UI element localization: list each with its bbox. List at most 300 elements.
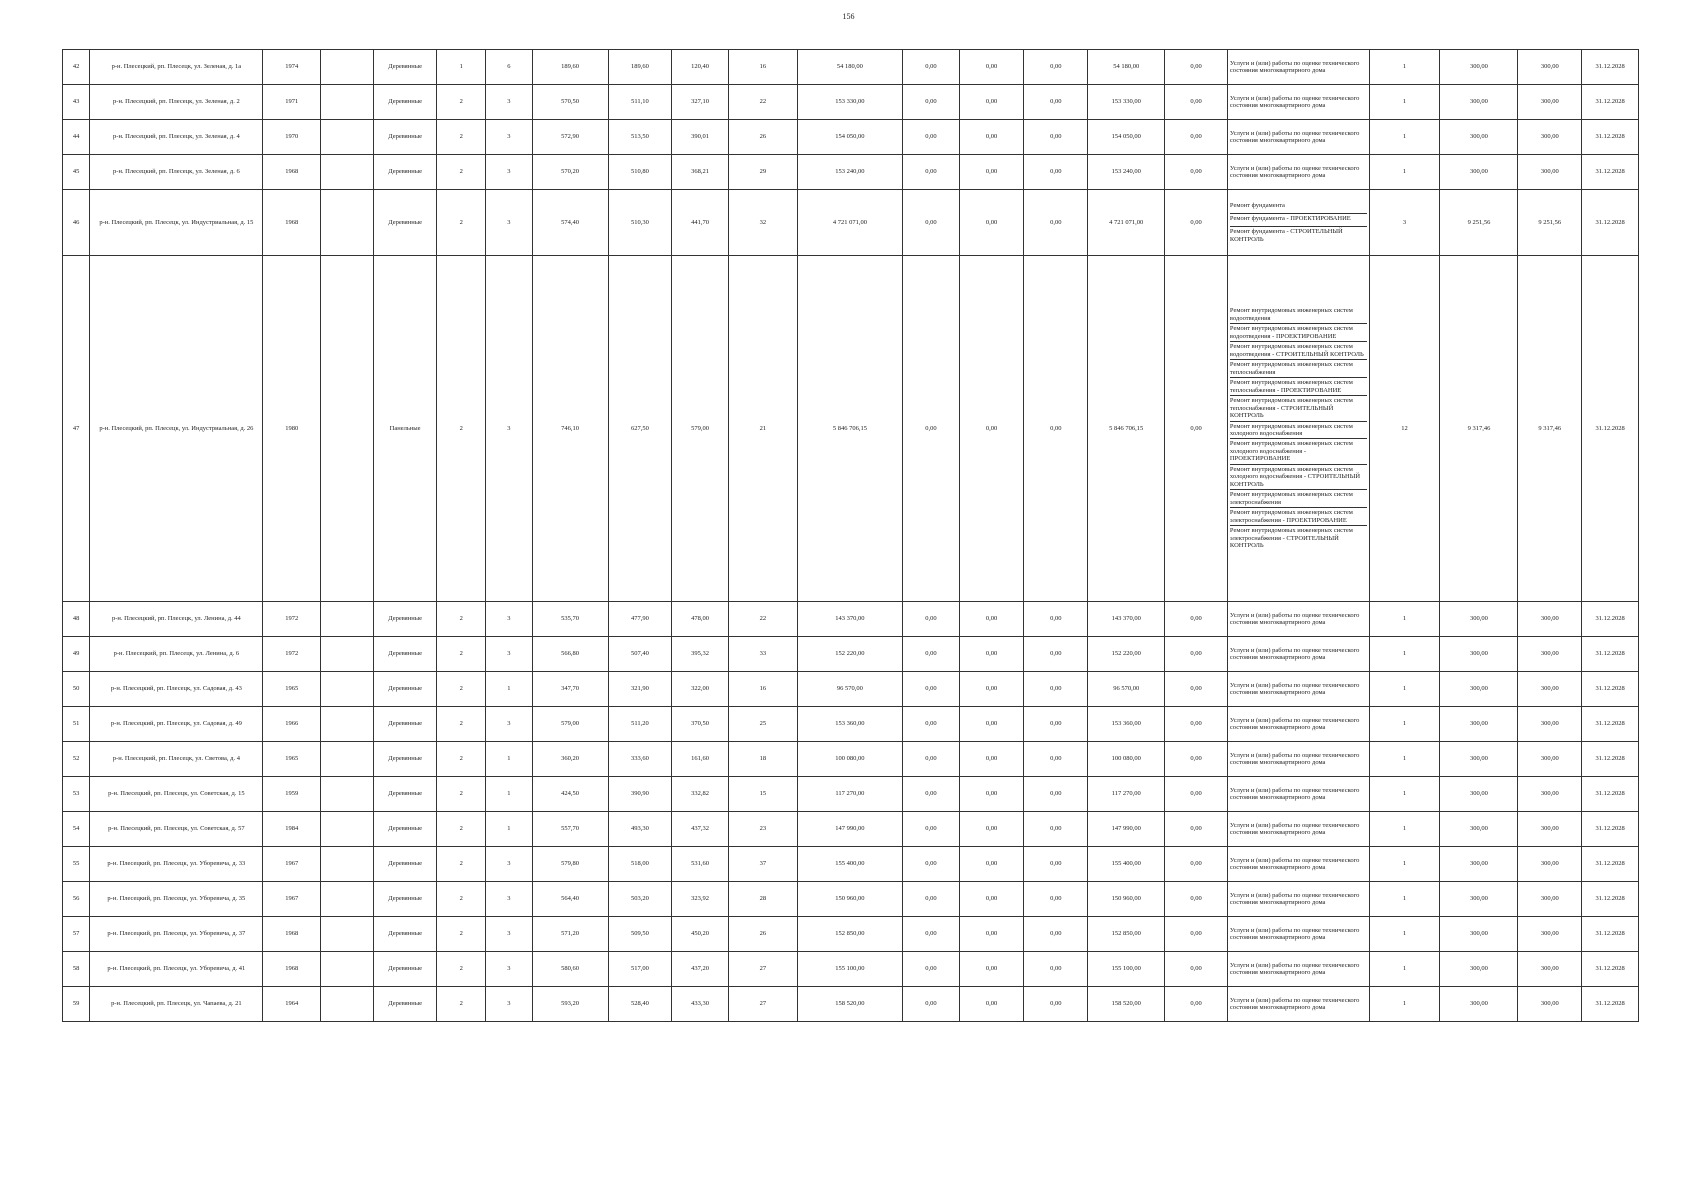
wall-material-cell: Деревянные bbox=[373, 120, 437, 155]
entrances-cell: 1 bbox=[486, 672, 533, 707]
wall-material-cell: Деревянные bbox=[373, 50, 437, 85]
owners-funds-cell: 158 520,00 bbox=[1088, 987, 1165, 1022]
entrances-cell: 3 bbox=[486, 190, 533, 256]
deadline-cell: 31.12.2028 bbox=[1582, 602, 1639, 637]
empty-cell bbox=[321, 85, 374, 120]
total-area-cell: 580,60 bbox=[532, 952, 608, 987]
funding-cell: 0,00 bbox=[959, 190, 1024, 256]
wall-material-cell: Деревянные bbox=[373, 812, 437, 847]
area-cell: 478,00 bbox=[672, 602, 729, 637]
total-area-cell: 574,40 bbox=[532, 190, 608, 256]
entrances-cell: 3 bbox=[486, 256, 533, 602]
funding-cell: 0,00 bbox=[1165, 707, 1228, 742]
funding-cell: 0,00 bbox=[959, 120, 1024, 155]
entrances-cell: 3 bbox=[486, 120, 533, 155]
wall-material-cell: Деревянные bbox=[373, 637, 437, 672]
row-number: 42 bbox=[63, 50, 90, 85]
total-cost-cell: 5 846 706,15 bbox=[797, 256, 902, 602]
entrances-cell: 6 bbox=[486, 50, 533, 85]
total-cost-cell: 155 100,00 bbox=[797, 952, 902, 987]
work-count-cell: 1 bbox=[1369, 672, 1440, 707]
deadline-cell: 31.12.2028 bbox=[1582, 952, 1639, 987]
funding-cell: 0,00 bbox=[903, 256, 960, 602]
funding-cell: 0,00 bbox=[903, 190, 960, 256]
funding-cell: 0,00 bbox=[1165, 85, 1228, 120]
residential-area-cell: 189,60 bbox=[608, 50, 672, 85]
area-cell: 327,10 bbox=[672, 85, 729, 120]
work-item: Услуги и (или) работы по оценке технического состояния многоквартирного дома bbox=[1229, 786, 1360, 801]
total-area-cell: 593,20 bbox=[532, 987, 608, 1022]
wall-material-cell: Деревянные bbox=[373, 707, 437, 742]
row-number: 49 bbox=[63, 637, 90, 672]
empty-cell bbox=[321, 672, 374, 707]
work-types-cell bbox=[1227, 120, 1369, 155]
residents-cell: 28 bbox=[728, 882, 797, 917]
year-cell: 1984 bbox=[263, 812, 321, 847]
total-area-cell: 566,80 bbox=[532, 637, 608, 672]
work-item: Услуги и (или) работы по оценке технического состояния многоквартирного дома bbox=[1229, 129, 1360, 144]
residents-cell: 26 bbox=[728, 120, 797, 155]
max-unit-cost-cell: 300,00 bbox=[1518, 50, 1582, 85]
funding-cell: 0,00 bbox=[1165, 882, 1228, 917]
work-types-cell bbox=[1227, 672, 1369, 707]
total-cost-cell: 4 721 071,00 bbox=[797, 190, 902, 256]
deadline-cell: 31.12.2028 bbox=[1582, 987, 1639, 1022]
residents-cell: 27 bbox=[728, 987, 797, 1022]
funding-cell: 0,00 bbox=[1165, 742, 1228, 777]
owners-funds-cell: 150 960,00 bbox=[1088, 882, 1165, 917]
table-row bbox=[63, 812, 1639, 847]
empty-cell bbox=[321, 847, 374, 882]
max-unit-cost-cell: 300,00 bbox=[1518, 742, 1582, 777]
wall-material-cell: Деревянные bbox=[373, 742, 437, 777]
owners-funds-cell: 152 850,00 bbox=[1088, 917, 1165, 952]
empty-cell bbox=[321, 742, 374, 777]
work-item: Услуги и (или) работы по оценке технического состояния многоквартирного дома bbox=[1229, 751, 1360, 766]
work-types-cell bbox=[1227, 707, 1369, 742]
funding-cell: 0,00 bbox=[903, 120, 960, 155]
deadline-cell: 31.12.2028 bbox=[1582, 85, 1639, 120]
funding-cell: 0,00 bbox=[1165, 917, 1228, 952]
funding-cell: 0,00 bbox=[1024, 917, 1088, 952]
area-cell: 323,92 bbox=[672, 882, 729, 917]
deadline-cell: 31.12.2028 bbox=[1582, 50, 1639, 85]
address-cell: р-н. Плесецкий, рп. Плесецк, ул. Садовая, д. 43 bbox=[90, 672, 263, 707]
floors-cell: 2 bbox=[437, 120, 486, 155]
work-types-cell bbox=[1227, 602, 1369, 637]
wall-material-cell: Деревянные bbox=[373, 672, 437, 707]
unit-cost-cell: 300,00 bbox=[1440, 987, 1518, 1022]
total-area-cell: 347,70 bbox=[532, 672, 608, 707]
row-number: 58 bbox=[63, 952, 90, 987]
repair-program-table bbox=[62, 49, 1639, 1022]
work-item: Услуги и (или) работы по оценке технического состояния многоквартирного дома bbox=[1229, 59, 1360, 74]
max-unit-cost-cell: 300,00 bbox=[1518, 637, 1582, 672]
funding-cell: 0,00 bbox=[1165, 672, 1228, 707]
funding-cell: 0,00 bbox=[959, 777, 1024, 812]
entrances-cell: 3 bbox=[486, 917, 533, 952]
empty-cell bbox=[321, 155, 374, 190]
empty-cell bbox=[321, 707, 374, 742]
wall-material-cell: Деревянные bbox=[373, 847, 437, 882]
row-number: 57 bbox=[63, 917, 90, 952]
max-unit-cost-cell: 300,00 bbox=[1518, 917, 1582, 952]
residential-area-cell: 509,50 bbox=[608, 917, 672, 952]
row-number: 48 bbox=[63, 602, 90, 637]
owners-funds-cell: 147 990,00 bbox=[1088, 812, 1165, 847]
wall-material-cell: Деревянные bbox=[373, 987, 437, 1022]
year-cell: 1968 bbox=[263, 190, 321, 256]
unit-cost-cell: 300,00 bbox=[1440, 672, 1518, 707]
total-cost-cell: 150 960,00 bbox=[797, 882, 902, 917]
work-item: Ремонт внутридомовых инженерных систем теплоснабжения - СТРОИТЕЛЬНЫЙ КОНТРОЛЬ bbox=[1230, 395, 1367, 420]
funding-cell: 0,00 bbox=[1165, 50, 1228, 85]
area-cell: 441,70 bbox=[672, 190, 729, 256]
wall-material-cell: Панельные bbox=[373, 256, 437, 602]
area-cell: 161,60 bbox=[672, 742, 729, 777]
funding-cell: 0,00 bbox=[1165, 155, 1228, 190]
address-cell: р-н. Плесецкий, рп. Плесецк, ул. Уборевича, д. 37 bbox=[90, 917, 263, 952]
total-cost-cell: 153 240,00 bbox=[797, 155, 902, 190]
year-cell: 1968 bbox=[263, 917, 321, 952]
funding-cell: 0,00 bbox=[959, 987, 1024, 1022]
work-count-cell: 1 bbox=[1369, 742, 1440, 777]
work-item: Ремонт внутридомовых инженерных систем водоотведения - СТРОИТЕЛЬНЫЙ КОНТРОЛЬ bbox=[1230, 341, 1367, 359]
deadline-cell: 31.12.2028 bbox=[1582, 155, 1639, 190]
entrances-cell: 1 bbox=[486, 742, 533, 777]
work-item: Ремонт внутридомовых инженерных систем теплоснабжения bbox=[1230, 359, 1367, 377]
owners-funds-cell: 100 080,00 bbox=[1088, 742, 1165, 777]
unit-cost-cell: 300,00 bbox=[1440, 742, 1518, 777]
owners-funds-cell: 96 570,00 bbox=[1088, 672, 1165, 707]
year-cell: 1968 bbox=[263, 155, 321, 190]
work-item: Ремонт внутридомовых инженерных систем водоотведения - ПРОЕКТИРОВАНИЕ bbox=[1230, 323, 1367, 341]
area-cell: 450,20 bbox=[672, 917, 729, 952]
funding-cell: 0,00 bbox=[1024, 952, 1088, 987]
table-row bbox=[63, 50, 1639, 85]
empty-cell bbox=[321, 256, 374, 602]
address-cell: р-н. Плесецкий, рп. Плесецк, ул. Уборевича, д. 33 bbox=[90, 847, 263, 882]
total-cost-cell: 152 850,00 bbox=[797, 917, 902, 952]
funding-cell: 0,00 bbox=[1165, 120, 1228, 155]
area-cell: 437,32 bbox=[672, 812, 729, 847]
work-item: Ремонт внутридомовых инженерных систем электроснабжения - ПРОЕКТИРОВАНИЕ bbox=[1230, 507, 1367, 525]
address-cell: р-н. Плесецкий, рп. Плесецк, ул. Индустриальная, д. 26 bbox=[90, 256, 263, 602]
residential-area-cell: 511,20 bbox=[608, 707, 672, 742]
residential-area-cell: 511,10 bbox=[608, 85, 672, 120]
empty-cell bbox=[321, 987, 374, 1022]
funding-cell: 0,00 bbox=[1024, 190, 1088, 256]
funding-cell: 0,00 bbox=[1024, 85, 1088, 120]
total-area-cell: 579,80 bbox=[532, 847, 608, 882]
work-count-cell: 1 bbox=[1369, 637, 1440, 672]
table-row bbox=[63, 707, 1639, 742]
residents-cell: 16 bbox=[728, 672, 797, 707]
entrances-cell: 3 bbox=[486, 882, 533, 917]
year-cell: 1965 bbox=[263, 742, 321, 777]
address-cell: р-н. Плесецкий, рп. Плесецк, ул. Ленина, д. 6 bbox=[90, 637, 263, 672]
max-unit-cost-cell: 300,00 bbox=[1518, 882, 1582, 917]
work-item: Услуги и (или) работы по оценке технического состояния многоквартирного дома bbox=[1229, 821, 1360, 836]
residential-area-cell: 518,00 bbox=[608, 847, 672, 882]
wall-material-cell: Деревянные bbox=[373, 155, 437, 190]
funding-cell: 0,00 bbox=[1024, 707, 1088, 742]
year-cell: 1964 bbox=[263, 987, 321, 1022]
row-number: 43 bbox=[63, 85, 90, 120]
floors-cell: 2 bbox=[437, 602, 486, 637]
address-cell: р-н. Плесецкий, рп. Плесецк, ул. Зеленая, д. 2 bbox=[90, 85, 263, 120]
table-row bbox=[63, 672, 1639, 707]
work-types-cell bbox=[1227, 155, 1369, 190]
funding-cell: 0,00 bbox=[1165, 812, 1228, 847]
total-cost-cell: 153 330,00 bbox=[797, 85, 902, 120]
total-cost-cell: 158 520,00 bbox=[797, 987, 902, 1022]
total-area-cell: 570,20 bbox=[532, 155, 608, 190]
entrances-cell: 1 bbox=[486, 812, 533, 847]
table-row bbox=[63, 85, 1639, 120]
funding-cell: 0,00 bbox=[1165, 987, 1228, 1022]
unit-cost-cell: 300,00 bbox=[1440, 155, 1518, 190]
work-item: Ремонт фундамента - СТРОИТЕЛЬНЫЙ КОНТРОЛЬ bbox=[1230, 226, 1367, 244]
floors-cell: 1 bbox=[437, 50, 486, 85]
row-number: 53 bbox=[63, 777, 90, 812]
empty-cell bbox=[321, 812, 374, 847]
funding-cell: 0,00 bbox=[903, 50, 960, 85]
owners-funds-cell: 152 220,00 bbox=[1088, 637, 1165, 672]
work-types-cell bbox=[1227, 952, 1369, 987]
deadline-cell: 31.12.2028 bbox=[1582, 847, 1639, 882]
year-cell: 1980 bbox=[263, 256, 321, 602]
residential-area-cell: 333,60 bbox=[608, 742, 672, 777]
owners-funds-cell: 54 180,00 bbox=[1088, 50, 1165, 85]
wall-material-cell: Деревянные bbox=[373, 602, 437, 637]
address-cell: р-н. Плесецкий, рп. Плесецк, ул. Зеленая, д. 6 bbox=[90, 155, 263, 190]
work-item: Ремонт фундамента - ПРОЕКТИРОВАНИЕ bbox=[1230, 213, 1367, 226]
wall-material-cell: Деревянные bbox=[373, 952, 437, 987]
max-unit-cost-cell: 300,00 bbox=[1518, 847, 1582, 882]
entrances-cell: 3 bbox=[486, 602, 533, 637]
year-cell: 1967 bbox=[263, 882, 321, 917]
funding-cell: 0,00 bbox=[959, 256, 1024, 602]
entrances-cell: 3 bbox=[486, 637, 533, 672]
funding-cell: 0,00 bbox=[1024, 987, 1088, 1022]
funding-cell: 0,00 bbox=[1024, 50, 1088, 85]
total-cost-cell: 54 180,00 bbox=[797, 50, 902, 85]
unit-cost-cell: 300,00 bbox=[1440, 812, 1518, 847]
year-cell: 1971 bbox=[263, 85, 321, 120]
funding-cell: 0,00 bbox=[1024, 777, 1088, 812]
row-number: 55 bbox=[63, 847, 90, 882]
work-count-cell: 1 bbox=[1369, 882, 1440, 917]
work-item: Услуги и (или) работы по оценке технического состояния многоквартирного дома bbox=[1229, 891, 1360, 906]
address-cell: р-н. Плесецкий, рп. Плесецк, ул. Индустриальная, д. 15 bbox=[90, 190, 263, 256]
wall-material-cell: Деревянные bbox=[373, 882, 437, 917]
address-cell: р-н. Плесецкий, рп. Плесецк, ул. Советская, д. 15 bbox=[90, 777, 263, 812]
work-item: Услуги и (или) работы по оценке технического состояния многоквартирного дома bbox=[1229, 611, 1360, 626]
owners-funds-cell: 153 330,00 bbox=[1088, 85, 1165, 120]
year-cell: 1967 bbox=[263, 847, 321, 882]
funding-cell: 0,00 bbox=[903, 637, 960, 672]
unit-cost-cell: 300,00 bbox=[1440, 602, 1518, 637]
funding-cell: 0,00 bbox=[1024, 672, 1088, 707]
funding-cell: 0,00 bbox=[903, 155, 960, 190]
work-count-cell: 1 bbox=[1369, 85, 1440, 120]
total-cost-cell: 100 080,00 bbox=[797, 742, 902, 777]
area-cell: 370,50 bbox=[672, 707, 729, 742]
table-row bbox=[63, 952, 1639, 987]
residential-area-cell: 321,90 bbox=[608, 672, 672, 707]
floors-cell: 2 bbox=[437, 637, 486, 672]
row-number: 54 bbox=[63, 812, 90, 847]
work-types-cell bbox=[1227, 85, 1369, 120]
funding-cell: 0,00 bbox=[959, 952, 1024, 987]
total-area-cell: 360,20 bbox=[532, 742, 608, 777]
work-types-cell bbox=[1227, 50, 1369, 85]
work-count-cell: 1 bbox=[1369, 952, 1440, 987]
floors-cell: 2 bbox=[437, 882, 486, 917]
table-row bbox=[63, 155, 1639, 190]
work-count-cell: 3 bbox=[1369, 190, 1440, 256]
funding-cell: 0,00 bbox=[903, 777, 960, 812]
year-cell: 1966 bbox=[263, 707, 321, 742]
total-cost-cell: 117 270,00 bbox=[797, 777, 902, 812]
wall-material-cell: Деревянные bbox=[373, 777, 437, 812]
funding-cell: 0,00 bbox=[903, 707, 960, 742]
row-number: 50 bbox=[63, 672, 90, 707]
max-unit-cost-cell: 300,00 bbox=[1518, 987, 1582, 1022]
owners-funds-cell: 153 360,00 bbox=[1088, 707, 1165, 742]
funding-cell: 0,00 bbox=[1165, 256, 1228, 602]
floors-cell: 2 bbox=[437, 987, 486, 1022]
residents-cell: 27 bbox=[728, 952, 797, 987]
year-cell: 1959 bbox=[263, 777, 321, 812]
residential-area-cell: 627,50 bbox=[608, 256, 672, 602]
deadline-cell: 31.12.2028 bbox=[1582, 190, 1639, 256]
work-item: Ремонт внутридомовых инженерных систем электроснабжения bbox=[1230, 489, 1367, 507]
entrances-cell: 3 bbox=[486, 952, 533, 987]
funding-cell: 0,00 bbox=[1165, 952, 1228, 987]
max-unit-cost-cell: 300,00 bbox=[1518, 707, 1582, 742]
funding-cell: 0,00 bbox=[1024, 637, 1088, 672]
work-types-cell bbox=[1227, 882, 1369, 917]
empty-cell bbox=[321, 882, 374, 917]
funding-cell: 0,00 bbox=[903, 602, 960, 637]
unit-cost-cell: 300,00 bbox=[1440, 120, 1518, 155]
total-area-cell: 570,50 bbox=[532, 85, 608, 120]
floors-cell: 2 bbox=[437, 707, 486, 742]
row-number: 51 bbox=[63, 707, 90, 742]
page-number: 156 bbox=[842, 12, 855, 21]
empty-cell bbox=[321, 50, 374, 85]
year-cell: 1968 bbox=[263, 952, 321, 987]
funding-cell: 0,00 bbox=[959, 707, 1024, 742]
unit-cost-cell: 300,00 bbox=[1440, 952, 1518, 987]
total-area-cell: 579,00 bbox=[532, 707, 608, 742]
table-row bbox=[63, 847, 1639, 882]
funding-cell: 0,00 bbox=[1165, 637, 1228, 672]
area-cell: 531,60 bbox=[672, 847, 729, 882]
funding-cell: 0,00 bbox=[1024, 812, 1088, 847]
row-number: 52 bbox=[63, 742, 90, 777]
deadline-cell: 31.12.2028 bbox=[1582, 917, 1639, 952]
year-cell: 1965 bbox=[263, 672, 321, 707]
floors-cell: 2 bbox=[437, 812, 486, 847]
funding-cell: 0,00 bbox=[1024, 256, 1088, 602]
work-item: Ремонт внутридомовых инженерных систем электроснабжения - СТРОИТЕЛЬНЫЙ КОНТРОЛЬ bbox=[1230, 525, 1367, 550]
address-cell: р-н. Плесецкий, рп. Плесецк, ул. Ленина, д. 44 bbox=[90, 602, 263, 637]
funding-cell: 0,00 bbox=[1165, 190, 1228, 256]
year-cell: 1972 bbox=[263, 602, 321, 637]
address-cell: р-н. Плесецкий, рп. Плесецк, ул. Уборевича, д. 35 bbox=[90, 882, 263, 917]
work-types-cell bbox=[1227, 987, 1369, 1022]
wall-material-cell: Деревянные bbox=[373, 190, 437, 256]
floors-cell: 2 bbox=[437, 952, 486, 987]
owners-funds-cell: 154 050,00 bbox=[1088, 120, 1165, 155]
floors-cell: 2 bbox=[437, 672, 486, 707]
deadline-cell: 31.12.2028 bbox=[1582, 672, 1639, 707]
area-cell: 579,00 bbox=[672, 256, 729, 602]
funding-cell: 0,00 bbox=[903, 952, 960, 987]
address-cell: р-н. Плесецкий, рп. Плесецк, ул. Зеленая, д. 1а bbox=[90, 50, 263, 85]
max-unit-cost-cell: 300,00 bbox=[1518, 120, 1582, 155]
work-types-cell bbox=[1227, 847, 1369, 882]
row-number: 59 bbox=[63, 987, 90, 1022]
funding-cell: 0,00 bbox=[1165, 777, 1228, 812]
deadline-cell: 31.12.2028 bbox=[1582, 707, 1639, 742]
work-types-cell bbox=[1227, 637, 1369, 672]
row-number: 46 bbox=[63, 190, 90, 256]
total-cost-cell: 147 990,00 bbox=[797, 812, 902, 847]
unit-cost-cell: 300,00 bbox=[1440, 637, 1518, 672]
max-unit-cost-cell: 300,00 bbox=[1518, 602, 1582, 637]
work-item: Услуги и (или) работы по оценке технического состояния многоквартирного дома bbox=[1229, 856, 1360, 871]
funding-cell: 0,00 bbox=[959, 85, 1024, 120]
residents-cell: 18 bbox=[728, 742, 797, 777]
area-cell: 395,32 bbox=[672, 637, 729, 672]
empty-cell bbox=[321, 952, 374, 987]
floors-cell: 2 bbox=[437, 85, 486, 120]
work-item: Ремонт внутридомовых инженерных систем холодного водоснабжения - СТРОИТЕЛЬНЫЙ КОНТРОЛЬ bbox=[1230, 464, 1367, 489]
residential-area-cell: 513,50 bbox=[608, 120, 672, 155]
work-types-cell bbox=[1227, 256, 1369, 602]
year-cell: 1970 bbox=[263, 120, 321, 155]
funding-cell: 0,00 bbox=[903, 987, 960, 1022]
empty-cell bbox=[321, 917, 374, 952]
max-unit-cost-cell: 300,00 bbox=[1518, 672, 1582, 707]
total-area-cell: 564,40 bbox=[532, 882, 608, 917]
funding-cell: 0,00 bbox=[1024, 742, 1088, 777]
residents-cell: 25 bbox=[728, 707, 797, 742]
residential-area-cell: 507,40 bbox=[608, 637, 672, 672]
work-types-cell bbox=[1227, 812, 1369, 847]
work-item: Услуги и (или) работы по оценке технического состояния многоквартирного дома bbox=[1229, 164, 1360, 179]
table-row bbox=[63, 917, 1639, 952]
area-cell: 390,01 bbox=[672, 120, 729, 155]
funding-cell: 0,00 bbox=[903, 672, 960, 707]
max-unit-cost-cell: 300,00 bbox=[1518, 777, 1582, 812]
area-cell: 332,82 bbox=[672, 777, 729, 812]
residential-area-cell: 477,90 bbox=[608, 602, 672, 637]
address-cell: р-н. Плесецкий, рп. Плесецк, ул. Садовая, д. 49 bbox=[90, 707, 263, 742]
residents-cell: 22 bbox=[728, 85, 797, 120]
area-cell: 368,21 bbox=[672, 155, 729, 190]
owners-funds-cell: 117 270,00 bbox=[1088, 777, 1165, 812]
funding-cell: 0,00 bbox=[903, 847, 960, 882]
floors-cell: 2 bbox=[437, 155, 486, 190]
residents-cell: 26 bbox=[728, 917, 797, 952]
floors-cell: 2 bbox=[437, 777, 486, 812]
total-area-cell: 571,20 bbox=[532, 917, 608, 952]
